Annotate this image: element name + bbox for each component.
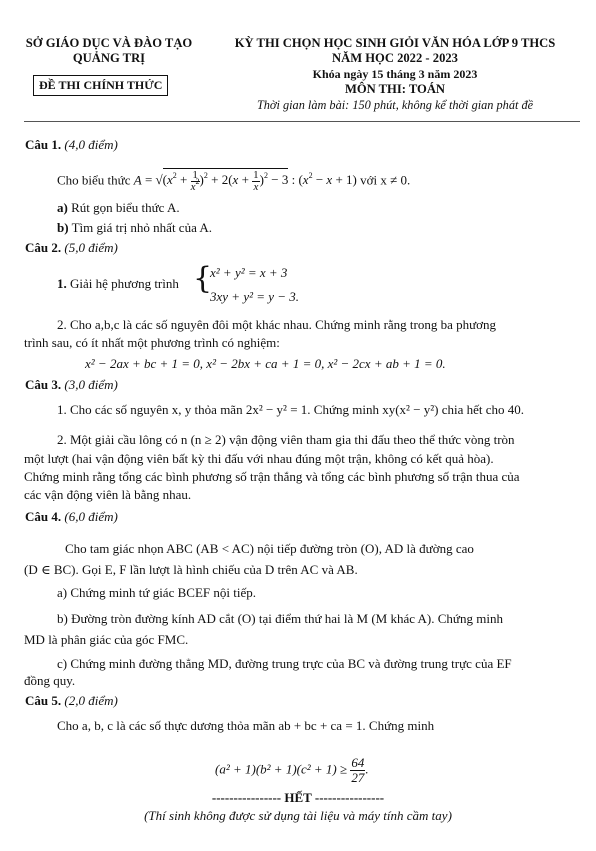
question-1-heading (25, 137, 118, 153)
question-4-part-b-line-2: MD là phân giác của góc FMC. (24, 632, 189, 647)
question-3-heading (25, 377, 118, 393)
department-name: SỞ GIÁO DỤC VÀ ĐÀO TẠO (25, 36, 193, 50)
question-3-part-1: 1. Cho các số nguyên x, y thỏa mãn 2x² − y² = 1. Chứng minh xy(x² − y²) chia hết cho 40. (57, 402, 525, 417)
question-1-condition: với x ≠ 0. (360, 172, 411, 188)
question-4-part-c-line-2: đồng quy. (24, 673, 76, 688)
header-divider (24, 121, 580, 122)
question-2-equations: x² − 2ax + bc + 1 = 0, x² − 2bx + ca + 1 = 0, x² − 2cx + ab + 1 = 0. (85, 356, 446, 371)
question-2-part-2-line-1: 2. Cho a,b,c là các số nguyên đôi một khác nhau. Chứng minh rằng trong ba phương (57, 317, 497, 332)
province-name: QUẢNG TRỊ (72, 51, 146, 65)
exam-date: Khóa ngày 15 tháng 3 năm 2023 (312, 67, 478, 81)
question-2-label: Câu 2. (25, 240, 62, 255)
inequality-end: . (365, 761, 369, 777)
question-5-heading (25, 693, 118, 709)
question-3-points: (3,0 điểm) (64, 377, 118, 392)
question-3-part-2-line-1: 2. Một giải cầu lông có n (n ≥ 2) vận động viên tham gia thi đấu theo thể thức vòng tròn (57, 432, 515, 447)
question-5-points: (2,0 điểm) (64, 693, 118, 708)
question-5-label: Câu 5. (25, 693, 62, 708)
part-b-text: Tìm giá trị nhỏ nhất của A. (71, 220, 213, 235)
inequality-lhs: (a² + 1)(b² + 1)(c² + 1) ≥ (215, 761, 348, 777)
part-a-label: a) (57, 200, 68, 215)
question-4-part-c-line-1: c) Chứng minh đường thẳng MD, đường trung trực của BC và đường trung trực của EF (57, 656, 512, 671)
question-1-points: (4,0 điểm) (64, 137, 118, 152)
end-mark: ---------------- HẾT ---------------- (211, 790, 385, 805)
part-b-label: b) (57, 220, 69, 235)
question-4-intro-line-2: (D ∈ BC). Gọi E, F lần lượt là hình chiếu của D trên AC và AB. (24, 562, 358, 577)
official-exam-label: ĐỀ THI CHÍNH THỨC (33, 75, 168, 96)
exam-title: KỲ THI CHỌN HỌC SINH GIỎI VĂN HÓA LỚP 9 THCS (234, 36, 556, 50)
expression-formula: = $√(x^2$ + $\frac{1}{x^2}$ )$^2$ + 2(x + $\frac{1}{x}$ )$^2$ − 3 : $(x^2 - x + 1)$ (144, 169, 357, 193)
inequality-fraction (350, 756, 365, 785)
system-equation-1: x² + y² = x + 3 (210, 265, 288, 280)
question-1-part-b (57, 220, 212, 236)
question-1-label: Câu 1. (25, 137, 62, 152)
question-4-part-b-line-1: b) Đường tròn đường kính AD cắt (O) tại điểm thứ hai là M (M khác A). Chứng minh (57, 611, 503, 626)
question-1-part-a (57, 200, 180, 216)
subject: MÔN THI: TOÁN (344, 82, 446, 96)
expression-variable: A (133, 172, 142, 188)
system-brace: { (193, 261, 213, 296)
question-3-label: Câu 3. (25, 377, 62, 392)
question-3-part-2-line-3: Chứng minh rằng tổng các bình phương số trận thắng và tổng các bình phương số trận thua của (24, 469, 520, 484)
question-5-inequality (215, 756, 369, 785)
question-2-points: (5,0 điểm) (64, 240, 118, 255)
question-5-intro: Cho a, b, c là các số thực dương thỏa mãn ab + bc + ca = 1. Chứng minh (57, 718, 435, 733)
footer-note: (Thí sinh không được sử dụng tài liệu và máy tính cầm tay) (144, 808, 452, 823)
question-4-part-a: a) Chứng minh tứ giác BCEF nội tiếp. (57, 585, 256, 600)
question-4-heading (25, 509, 118, 525)
question-4-points: (6,0 điểm) (64, 509, 118, 524)
question-2-heading (25, 240, 118, 256)
question-1-expression (57, 170, 410, 193)
question-4-intro-line-1: Cho tam giác nhọn ABC (AB < AC) nội tiếp đường tròn (O), AD là đường cao (65, 541, 474, 556)
question-2-part-1 (57, 276, 179, 292)
part-a-text: Rút gọn biểu thức A. (71, 200, 180, 215)
school-year: NĂM HỌC 2022 - 2023 (332, 51, 458, 65)
question-4-label: Câu 4. (25, 509, 62, 524)
part-1-label: 1. (57, 276, 67, 291)
system-equation-2: 3xy + y² = y − 3. (210, 289, 300, 304)
time-note: Thời gian làm bài: 150 phút, không kể thời gian phát đề (256, 98, 534, 112)
fraction-denominator: 27 (351, 770, 365, 785)
question-3-part-2-line-4: các vận động viên là bằng nhau. (24, 487, 192, 502)
question-1-intro: Cho biểu thức (57, 172, 131, 188)
fraction-numerator: 64 (351, 755, 365, 770)
question-2-part-2-line-2: trình sau, có ít nhất một phương trình có nghiệm: (24, 335, 280, 350)
question-3-part-2-line-2: một lượt (hai vận động viên bất kỳ thi đấu với nhau đúng một trận, không có kết quả hòa). (24, 451, 494, 466)
part-1-text: Giải hệ phương trình (70, 276, 179, 291)
